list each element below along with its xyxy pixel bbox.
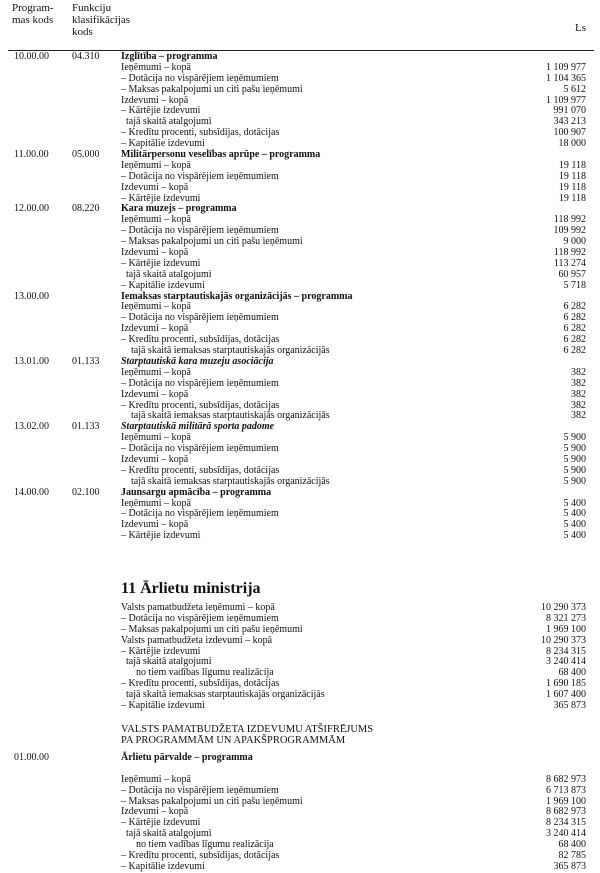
row-value: 8 234 315 [546,645,586,657]
row-value: 9 000 [563,236,586,248]
function-code: 02.100 [72,486,100,498]
table-row [0,215,600,226]
table-row [0,657,600,668]
row-value: 19 118 [558,159,586,171]
row-value: 1 607 400 [546,689,586,701]
row-value: 5 900 [563,443,586,455]
row-value: 8 682 973 [546,806,586,818]
row-value: 6 282 [563,301,586,313]
row-label: – Kārtējie izdevumi [121,192,201,204]
table-row [0,106,600,117]
table-header [0,0,600,50]
row-label: tajā skaitā iemaksas starptautiskajās organizācijās [121,410,330,422]
row-label: Militārpersonu veselības aprūpe – programma [121,149,321,161]
row-label: – Maksas pakalpojumi un citi pašu ieņēmumi [121,236,303,248]
row-label: – Maksas pakalpojumi un citi pašu ieņēmumi [121,83,303,95]
row-value: 1 969 100 [546,795,586,807]
row-value: 68 400 [558,667,586,679]
row-label: – Dotācija no vispārējiem ieņēmumiem [121,377,279,389]
row-label: tajā skaitā atalgojumi [121,828,212,840]
table-row [0,183,600,194]
row-value: 5 900 [563,475,586,487]
row-label: tajā skaitā iemaksas starptautiskajās organizācijās [121,475,330,487]
row-value: 60 957 [558,268,586,280]
program-code: 13.02.00 [14,421,49,433]
row-value: 1 104 365 [546,72,586,84]
breakdown-heading: VALSTS PAMATBUDŽETA IZDEVUMU ATŠIFRĒJUMS PA PROGRAMMĀM UN APAKŠPROGRAMMĀM [121,724,374,746]
table-row [0,150,600,161]
row-value: 6 713 873 [546,784,586,796]
row-label: – Dotācija no vispārējiem ieņēmumiem [121,312,279,324]
row-label: – Kredītu procenti, subsīdijas, dotācijas [121,399,280,411]
table-row [0,753,600,764]
table-row [0,499,600,510]
table-row [0,840,600,851]
row-label: tajā skaitā atalgojumi [121,656,212,668]
row-value: 118 992 [553,214,586,226]
row-label: – Kārtējie izdevumi [121,645,201,657]
function-code: 04.310 [72,51,100,62]
table-row [0,444,600,455]
row-label: Izdevumi – kopā [121,806,189,818]
program-code: 01.00.00 [14,752,49,763]
table-row [0,96,600,107]
row-value: 5 400 [563,519,586,531]
program-code: 14.00.00 [14,486,49,498]
row-value: 5 400 [563,508,586,520]
table-row [0,775,600,786]
row-label: Jaunsargu apmācība – programma [121,486,272,498]
table-row [0,368,600,379]
program-code: 11.00.00 [14,149,49,161]
row-label: Izdevumi – kopā [121,519,189,531]
row-value: 5 718 [563,279,586,291]
row-label: – Dotācija no vispārējiem ieņēmumiem [121,72,279,84]
row-label: – Dotācija no vispārējiem ieņēmumiem [121,508,279,520]
row-label: – Kredītu procenti, subsīdijas, dotācijas [121,334,280,346]
table-row [0,85,600,96]
table-row [0,625,600,636]
row-label: – Kredītu procenti, subsīdijas, dotācijas [121,127,280,139]
row-label: no tiem vadības līgumu realizācija [121,839,274,851]
row-label: Izglītība – programma [121,51,218,62]
row-label: – Kredītu procenti, subsīdijas, dotācijas [121,464,280,476]
ministry-title: 11 Ārlietu ministrija [121,580,261,597]
table-row [0,647,600,658]
row-label: Izdevumi – kopā [121,94,189,106]
row-value: 19 118 [558,192,586,204]
row-value: 991 070 [553,105,586,117]
function-code: 08.220 [72,203,100,215]
table-row [0,237,600,248]
table-row [0,422,600,433]
table-row [0,668,600,679]
row-value: 382 [571,388,586,400]
row-value: 10 290 373 [541,602,586,613]
row-value: 82 785 [558,850,586,862]
row-value: 18 000 [558,138,586,150]
row-label: – Dotācija no vispārējiem ieņēmumiem [121,612,279,624]
row-value: 365 873 [553,700,586,712]
table-row [0,477,600,488]
row-value: 68 400 [558,839,586,851]
table-row [0,270,600,281]
row-label: Ieņēmumi – kopā [121,773,191,785]
row-label: Iemaksas starptautiskajās organizācijās – programma [121,290,353,302]
table-row [0,807,600,818]
row-value: 113 274 [553,257,586,269]
row-label: tajā skaitā atalgojumi [121,268,212,280]
row-label: – Dotācija no vispārējiem ieņēmumiem [121,170,279,182]
row-label: Ieņēmumi – kopā [121,497,191,509]
row-value: 6 282 [563,334,586,346]
row-label: – Maksas pakalpojumi un citi pašu ieņēmumi [121,623,303,635]
function-code: 05.000 [72,149,100,161]
row-label: Ieņēmumi – kopā [121,432,191,444]
row-value: 109 992 [553,225,586,237]
table-row [0,797,600,808]
row-value: 3 240 414 [546,656,586,668]
row-label: Izdevumi – kopā [121,247,189,259]
row-value: 5 900 [563,432,586,444]
row-label: no tiem vadības līgumu realizācija [121,667,274,679]
row-label: – Kapitālie izdevumi [121,700,205,712]
row-label: Starptautiskā militārā sporta padome [121,421,275,433]
row-label: Ieņēmumi – kopā [121,61,191,73]
row-value: 8 682 973 [546,773,586,785]
table-row [0,520,600,531]
row-label: – Kredītu procenti, subsīdijas, dotācijas [121,850,280,862]
row-value: 5 900 [563,464,586,476]
row-value: 5 612 [563,83,586,95]
table-row [0,636,600,647]
table-row [0,455,600,466]
table-row [0,161,600,172]
program-code: 13.01.00 [14,355,49,367]
row-value: 1 109 977 [546,94,586,106]
row-label: tajā skaitā atalgojumi [121,116,212,128]
row-value: 382 [571,410,586,422]
table-row [0,281,600,292]
row-value: 5 400 [563,497,586,509]
row-label: – Maksas pakalpojumi un citi pašu ieņēmumi [121,795,303,807]
program-code: 13.00.00 [14,290,49,302]
program-code: 10.00.00 [14,51,49,62]
table-row [0,204,600,215]
row-value: 382 [571,366,586,378]
table-row [0,302,600,313]
row-label: – Kapitālie izdevumi [121,138,205,150]
row-value: 343 213 [553,116,586,128]
row-label: Izdevumi – kopā [121,323,189,335]
row-label: Kara muzejs – programma [121,203,237,215]
header-function-code: Funkciju klasifikācijas kods [72,2,131,38]
row-value: 118 992 [553,247,586,259]
row-label: – Kapitālie izdevumi [121,279,205,291]
row-label: Ieņēmumi – kopā [121,301,191,313]
row-value: 5 400 [563,530,586,542]
row-label: Valsts pamatbudžeta ieņēmumi – kopā [121,602,275,613]
table-row [0,52,600,63]
table-row [0,488,600,499]
row-label: Ārlietu pārvalde – programma [121,752,253,763]
table-row [0,324,600,335]
budget-section-1 [0,52,600,542]
table-row [0,818,600,829]
table-row [0,603,600,614]
table-row [0,292,600,303]
row-value: 3 240 414 [546,828,586,840]
table-row [0,531,600,542]
row-value: 382 [571,399,586,411]
row-value: 5 900 [563,453,586,465]
table-row [0,313,600,324]
header-currency: Ls [575,22,586,34]
row-value: 19 118 [558,170,586,182]
row-label: – Dotācija no vispārējiem ieņēmumiem [121,784,279,796]
row-label: Izdevumi – kopā [121,388,189,400]
table-row [0,128,600,139]
row-value: 8 234 315 [546,817,586,829]
ministry-summary [0,603,600,712]
table-row [0,248,600,259]
row-label: Starptautiskā kara muzeju asociācija [121,355,274,367]
program-code: 12.00.00 [14,203,49,215]
table-row [0,379,600,390]
function-code: 01.133 [72,421,100,433]
table-row [0,851,600,862]
table-row [0,701,600,712]
row-value: 365 873 [553,860,586,872]
table-row [0,786,600,797]
row-label: – Kredītu procenti, subsīdijas, dotācijas [121,678,280,690]
table-row [0,764,600,775]
row-label: tajā skaitā iemaksas starptautiskajās organizācijās [121,689,325,701]
row-value: 6 282 [563,323,586,335]
table-row [0,433,600,444]
table-row [0,259,600,270]
table-row [0,690,600,701]
row-label: – Kārtējie izdevumi [121,105,201,117]
table-row [0,509,600,520]
row-label: Ieņēmumi – kopā [121,366,191,378]
row-value: 19 118 [558,181,586,193]
table-row [0,172,600,183]
table-row [0,862,600,873]
row-label: Ieņēmumi – kopā [121,214,191,226]
row-label: – Kārtējie izdevumi [121,257,201,269]
row-label: – Dotācija no vispārējiem ieņēmumiem [121,443,279,455]
row-value: 382 [571,377,586,389]
function-code: 01.133 [72,355,100,367]
row-label: – Dotācija no vispārējiem ieņēmumiem [121,225,279,237]
table-row [0,390,600,401]
row-value: 1 109 977 [546,61,586,73]
header-program-code: Program- mas kods [12,2,54,26]
row-label: – Kārtējie izdevumi [121,530,201,542]
row-value: 1 690 185 [546,678,586,690]
row-value: 6 282 [563,345,586,357]
row-label: – Kapitālie izdevumi [121,860,205,872]
row-value: 6 282 [563,312,586,324]
row-label: Valsts pamatbudžeta izdevumi – kopā [121,634,273,646]
row-value: 1 969 100 [546,623,586,635]
table-row [0,829,600,840]
row-value: 100 907 [553,127,586,139]
table-row [0,63,600,74]
table-row [0,117,600,128]
row-label: Izdevumi – kopā [121,453,189,465]
row-label: – Kārtējie izdevumi [121,817,201,829]
row-label: Izdevumi – kopā [121,181,189,193]
row-label: tajā skaitā iemaksas starptautiskajās organizācijās [121,345,330,357]
row-value: 8 321 273 [546,612,586,624]
table-row [0,357,600,368]
row-value: 10 290 373 [541,634,586,646]
row-label: Ieņēmumi – kopā [121,159,191,171]
budget-section-3 [0,753,600,873]
